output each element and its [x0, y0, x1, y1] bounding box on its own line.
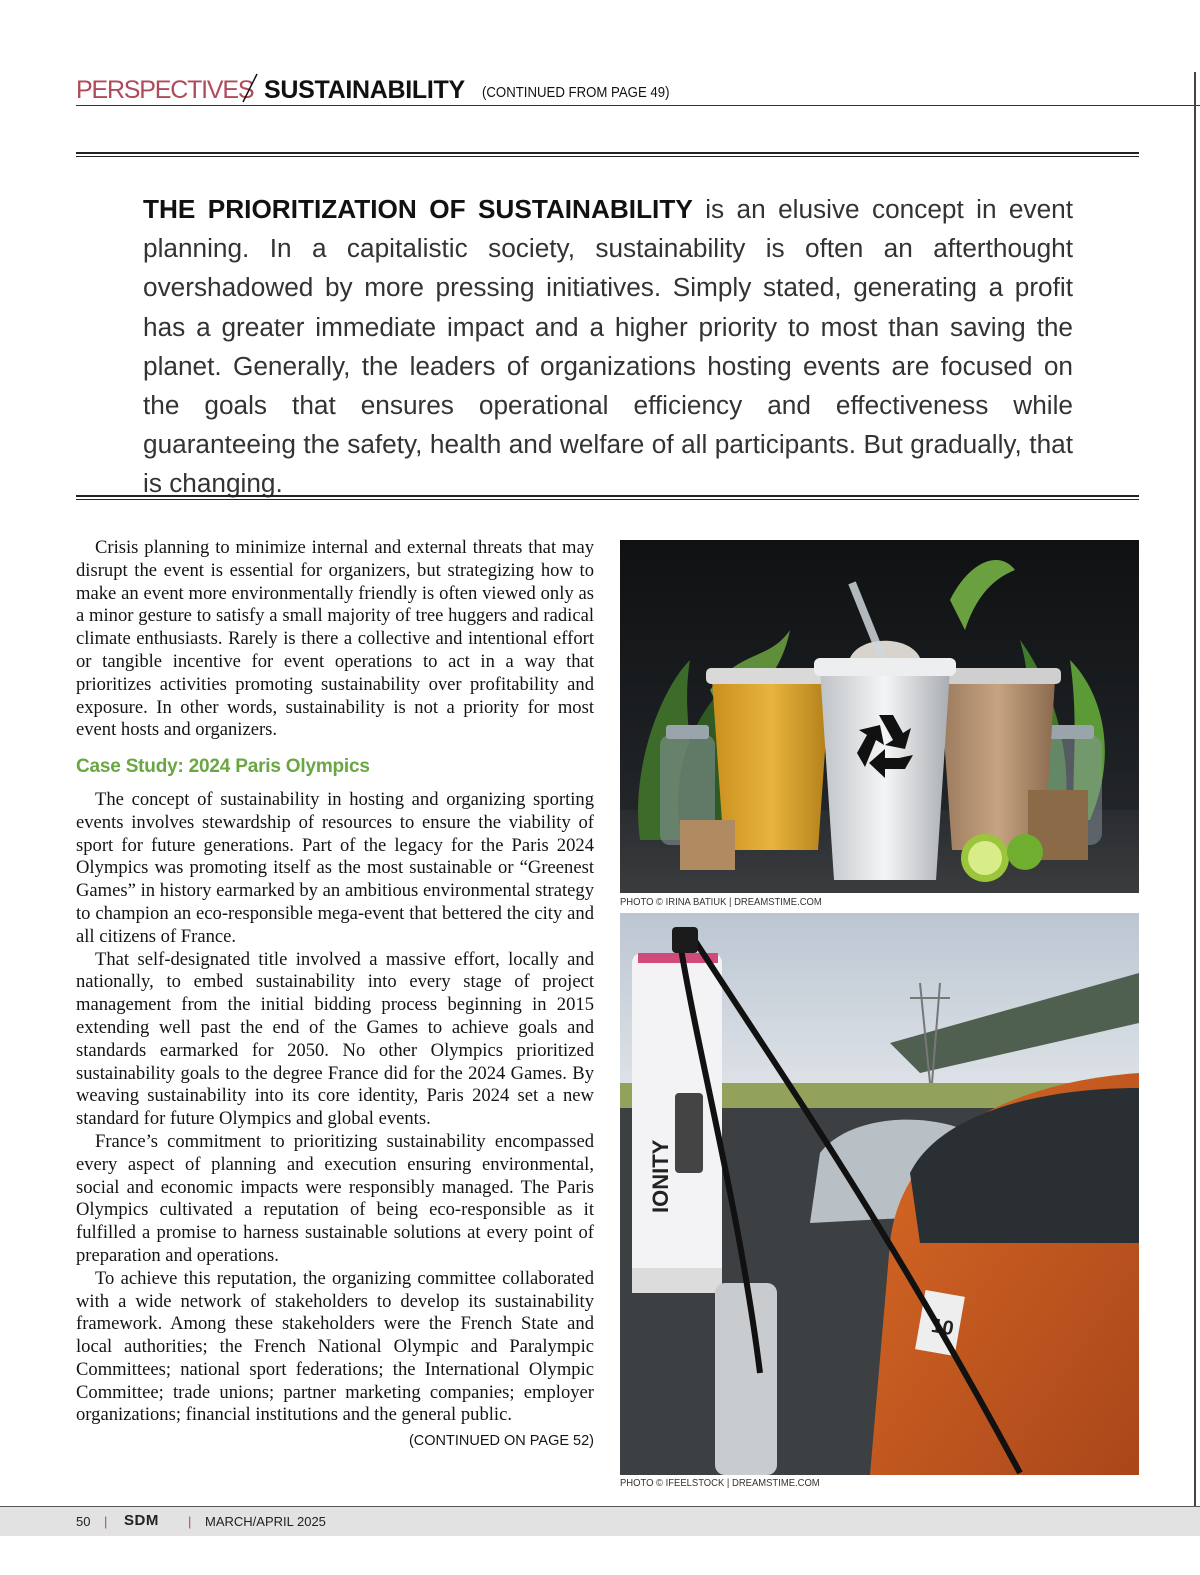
- photo-credit: PHOTO © IFEELSTOCK | DREAMSTIME.COM: [620, 1477, 820, 1489]
- paragraph: France’s commitment to prioritizing sustainability encompassed every aspect of planning and execution ensuring environmental, social and economic impacts were responsibly managed. The Paris Olympics cultivated a reputation of being eco-responsible as it fulfilled a promise to harness sustainable solutions at every point of preparation and operations.: [76, 1130, 594, 1266]
- photo-credit: PHOTO © IRINA BATIUK | DREAMSTIME.COM: [620, 896, 822, 908]
- article-body: [76, 537, 594, 1453]
- topic-label: SUSTAINABILITY: [264, 76, 465, 104]
- subheading: Case Study: 2024 Paris Olympics: [76, 756, 370, 778]
- intro-text: is an elusive concept in event planning. In a capitalistic society, sustainability is often an afterthought overshadowed by more pressing initiatives. Simply stated, generating a profit has a greater immediate impact and a higher priority to most than saving the planet. Generally, the leaders of organizations hosting events are focused on the goals that ensures operational efficiency and effectiveness while guaranteeing the safety, health and welfare of all participants. But gradually, that is changing.: [143, 194, 1073, 499]
- charger-brand: IONITY: [648, 1139, 673, 1213]
- continued-from: (CONTINUED FROM PAGE 49): [482, 84, 670, 101]
- page-number: 50: [76, 1514, 91, 1529]
- footer-separator: |: [188, 1514, 192, 1529]
- recycling-cups-photo: [620, 540, 1139, 893]
- section-label: PERSPECTIVES: [76, 76, 254, 104]
- slash-divider: [240, 72, 260, 104]
- intro-bottom-rule: [76, 495, 1139, 500]
- footer-separator: |: [104, 1514, 108, 1529]
- magazine-name: SDM: [124, 1512, 159, 1529]
- ev-charging-illustration: [620, 913, 1139, 1475]
- recycling-cups-illustration: [620, 540, 1139, 893]
- intro-top-rule: [76, 152, 1139, 157]
- page-footer: [0, 1506, 1200, 1536]
- ev-charging-photo: [620, 913, 1139, 1475]
- paragraph: That self-designated title involved a massive effort, locally and nationally, to embed sustainability into every stage of project management from the initial bidding process beginning in 2015 extending well past the end of the Games to achieve goals and standards earmarked for 2050. No other Olympics prioritized sustainability goals to the degree France did for the 2024 Games. By weaving sustainability into its core identity, Paris 2024 set a new standard for future Olympics and global events.: [76, 948, 594, 1130]
- intro-lead: THE PRIORITIZATION OF SUSTAINABILITY: [143, 194, 693, 224]
- issue-date: MARCH/APRIL 2025: [205, 1514, 326, 1529]
- page-header: [76, 72, 1200, 106]
- paragraph: [76, 1267, 594, 1450]
- page-edge-rule: [1194, 72, 1196, 1506]
- license-plate: 10: [929, 1314, 956, 1341]
- paragraph: The concept of sustainability in hosting and organizing sporting events involves stewardship of resources to ensure the viability of sport for future generations. Part of the legacy for the Paris 2024 Olympics was promoting itself as the most sustainable or “Greenest Games” in history earmarked by an ambitious environmental strategy to champion an eco-responsible mega-event that bettered the city and all citizens of France.: [76, 788, 594, 947]
- paragraph-text: To achieve this reputation, the organizing committee collaborated with a wide network of stakeholders to develop its sustainability framework. Among these stakeholders were the French State and local authorities; the French National Olympic and Paralympic Committees; national sport federations; the International Olympic Committee; trade unions; partner marketing companies; employer organizations; financial institutions and the general public.: [76, 1267, 594, 1426]
- intro-pullquote: [143, 190, 1073, 504]
- continued-on: (CONTINUED ON PAGE 52): [408, 1433, 594, 1450]
- paragraph: Crisis planning to minimize internal and external threats that may disrupt the event is essential for organizers, but strategizing how to make an event more environmentally friendly is often viewed only as a minor gesture to satisfy a small majority of tree huggers and radical climate enthusiasts. Rarely is there a collective and intentional effort or tangible incentive for event operations to act in a way that prioritizes activities promoting sustainability over profitability and exposure. In other words, sustainability is not a priority for most event hosts and organizers.: [76, 537, 594, 741]
